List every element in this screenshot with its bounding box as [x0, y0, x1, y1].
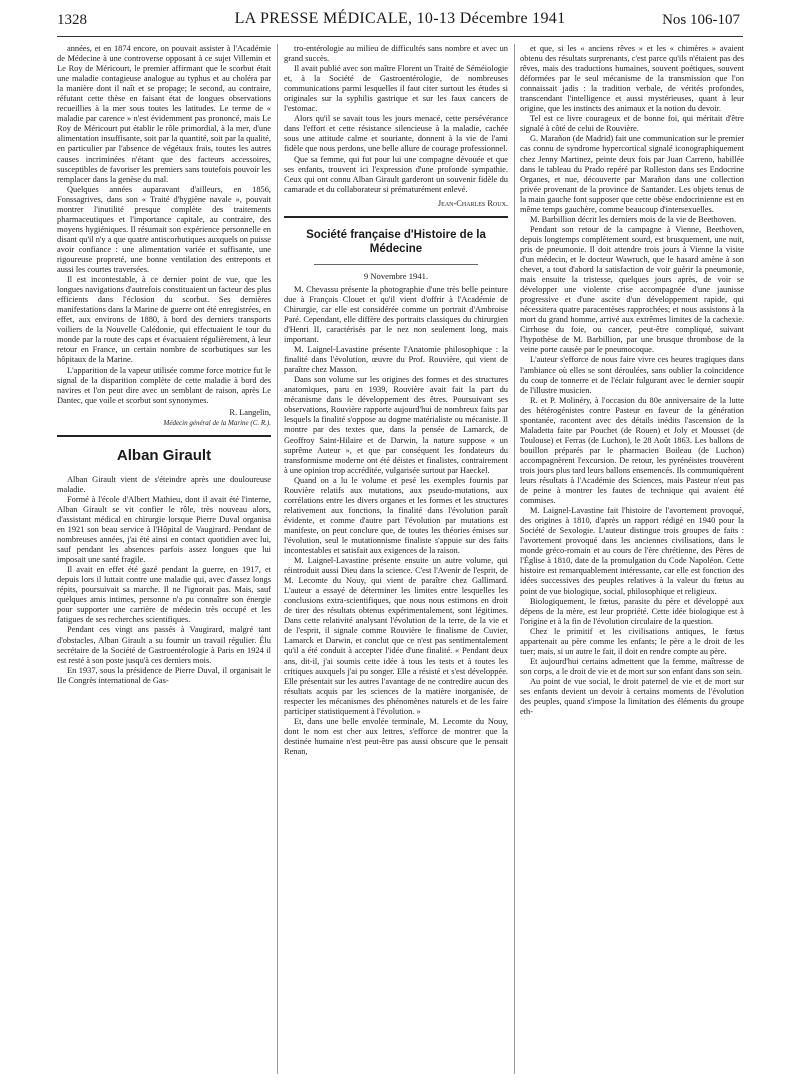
column-1 — [57, 44, 271, 1074]
header-rule — [57, 36, 743, 37]
paragraph: Biologiquement, le fœtus, parasite du père et développé aux dépens de la mère, est leur propriété. Cette idée biologique est à l'origine et à la fin de l'évolution circulaire de la question. — [520, 596, 744, 626]
paragraph: Que sa femme, qui fut pour lui une compagne dévouée et que ses enfants, trouvent ici l'expression d'une profonde sympathie. Ceux qui ont connu Alban Girault garderont un souvenir fidèle du camarade et du collaborateur si prématurément enlevé. — [284, 154, 508, 194]
paragraph: Au point de vue social, le droit paternel de vie et de mort sur ses enfants devient un devoir à certains moments de l'évolution des peuples, quand s'impose la limitation des éléments du groupe eth- — [520, 676, 744, 717]
paragraph: Dans son volume sur les origines des formes et des structures anatomiques, paru en 1939, Rouvière avait fait la part du mécanisme dans le développement des êtres. Poursuivant ses observations, Rouvière rapporte aujourd'hui de nombreux faits par lesquels la finalité s'oppose au dogme matérialiste ou mécaniste. Il montre par des textes que, dans la pensée de Lamarck, de Geoffroy Saint-Hilaire et de Darwin, la nature suppose « un suprême Auteur », et que par conséquent les fondateurs du transformisme moderne ont été déistes et finalistes, contrairement à une opinion trop accréditée, vulgarisée surtout par Haeckel. — [284, 375, 508, 475]
paragraph: Il avait publié avec son maître Florent un Traité de Séméiologie et, à la Société de Gastroentérologie, de nombreuses communications parmi lesquelles il faut citer surtout les études si originales sur la syphilis gastrique et sur les faux cancers de l'estomac. — [284, 64, 508, 114]
column-3 — [520, 44, 744, 1074]
paragraph: M. Barbillion décrit les derniers mois de la vie de Beethoven. — [530, 214, 737, 224]
paragraph: M. Laignel-Lavastine présente l'Anatomie philosophique : la finalité dans l'évolution, œuvre du Prof. Rouvière, qui vient de paraître chez Masson. — [284, 345, 508, 375]
session-date: 9 Novembre 1941. — [363, 270, 429, 281]
journal-title: LA PRESSE MÉDICALE, 10-13 Décembre 1941 — [234, 10, 566, 27]
paragraph: G. Marañon (de Madrid) fait une communication sur le premier cas connu de syndrome hypercortical signalé iconographiquement chez Jenny Martinez, peinte deux fois par Juan Carreno, habillée dans le tableau du Prado repéré par Rolleston dans ses Endocrine Organes, et nue, découverte par Marañon dans une collection privée provenant de la province de Santander. Les objets tenus de la main gauche font supposer que cette obèse endocrinienne est en même temps gauchère, comme beaucoup d'intersexuelles. — [520, 134, 744, 214]
paragraph: En 1937, sous la présidence de Pierre Duval, il organisait le IIe Congrès international de Gas- — [57, 665, 271, 685]
paragraph: Alban Girault vient de s'éteindre après une douloureuse maladie. — [57, 474, 271, 494]
page-header — [0, 0, 800, 40]
paragraph: Pendant son retour de la campagne à Vienne, Beethoven, depuis longtemps complètement sourd, est brusquement, une nuit, pris de pneumonie. Il doit attendre trois jours à Vienne la visite d'un médecin, et le docteur Wawruch, que le hasard amène à son chevet, a tout d'abord la satisfaction de voir guérir la pneumonie, mais ensuite la tristesse, quelques jours après, de voir se développer une violente crise accompagnée d'une jaunisse progressive et d'une ascite d'un développement rapide, qui nécessitera quatre paracentèses rapprochées; et nous assistons à la mort du grand homme, arrivé aux extrêmes limites de la cachexie. Cirrhose du foie, ou cancer, peut-être compliqué, suivant l'hypothèse de M. Barbillion, par une brusque thrombose de la veine porte causée par le pneumocoque. — [520, 224, 744, 355]
obituary-title: Alban Girault — [116, 446, 212, 464]
paragraph: M. Laignel-Lavastine présente ensuite un autre volume, qui réintroduit aussi Dieu dans la science. C'est l'Avenir de l'esprit, de M. Lecomte du Nouy, qui vient de paraître chez Gallimard. L'auteur a essayé de déterminer les limites entre lesquelles les conclusions extra-scientifiques, que nous nous estimons en droit de tirer des résultats obtenus expérimentalement, sont légitimes. Dans cette relativité analysant l'évolution de la terre, de la vie et de l'esprit, il signale comme Rouvière le finalisme de Cuvier, Lamarck et Darwin, et conclut que ce n'est pas sentimentalement qu'il a été conduit à accepter l'idée d'une finalité. « Pendant deux ans, dit-il, j'ai soumis cette idée à tous les tests et à toutes les critiques auxquels j'ai pu songer. Elle a résisté et s'est développée. Elle présentait sur les autres l'avantage de ne contredire aucun des résultats acquis par les sciences de la matière inorganisée, de respecter les mécanismes des phénomènes naturels et de les faire participer statistiquement à l'évolution. » — [284, 556, 508, 716]
paragraph: Il avait en effet été gazé pendant la guerre, en 1917, et depuis lors il luttait contre une maladie qui, avec d'assez longs répits, poursuivait sa marche. Il ne l'ignorait pas. Mais, sauf quelques amis intimes, personne n'a pu connaître son énergie pour supporter une carrière de médecin très occupé et les fatigues de ses recherches scientifiques. — [57, 565, 271, 625]
page-number: 1328 — [57, 12, 87, 28]
paragraph: L'apparition de la vapeur utilisée comme force motrice fut le signal de la disparition complète de cette maladie à bord des navires et l'on peut dire avec un semblant de raison, après Le Dantec, que voile et scorbut sont synonymes. — [57, 365, 271, 405]
section-rule — [57, 435, 271, 437]
column-divider — [277, 44, 278, 1074]
paragraph: Quand on a lu le volume et pesé les exemples fournis par Rouvière relatifs aux mutations, aux pseudo-mutations, aux corrélations entre les divers organes et les formes et les structures relativement aux fonctions, la finalité dans l'évolution paraît évidente, et comme d'autre part l'évolution par mutations est manifeste, on peut conclure que, de toutes les théories émises sur l'évolution, seul le mutationnisme finaliste s'appuie sur des faits incontestables et satisfait aux exigences de la raison. — [284, 475, 508, 556]
title-rule — [314, 264, 478, 265]
signature: Jean-Charles Roux. — [437, 198, 508, 208]
column-divider — [514, 44, 515, 1074]
paragraph: et que, si les « anciens rêves » et les « chimères » avaient obtenu des résultats surprenants, c'est parce qu'ils n'étaient pas des rêves, mais des traductions humaines, souvent poétiques, souvent déformées par le seul mécanisme de la transmission que l'on connaissait jadis : la tradition verbale, de vérités profondes, transcendant l'intelligence et aussi mystérieuses, quant à leur origine, que les instincts des animaux et la notion du devoir. — [520, 44, 744, 114]
paragraph: Pendant ces vingt ans passés à Vaugirard, malgré tant d'obstacles, Alban Girault a su fournir un travail régulier. Élu secrétaire de la Société de Gastroentérologie à Paris en 1924 il est resté à son poste jusqu'à ces derniers mois. — [57, 625, 271, 665]
paragraph: Quelques années auparavant d'ailleurs, en 1856, Fonssagrives, dans son « Traité d'hygiène navale », pouvait montrer l'inutilité presque complète des traitements pharmaceutiques et l'importance capitale, au contraire, des moyens hygiéniques. Il résumait son expérience personnelle en disant qu'il n'y a que quatre antiscorbutiques auxquels on puisse avoir confiance : une alimentation variée et suffisante, une rigoureuse propreté, une bonne ventilation des entreponts et aussi les courtes traversées. — [57, 184, 271, 275]
paragraph: Tel est ce livre courageux et de bonne foi, qui méritait d'être signalé à côté de celui de Rouvière. — [520, 114, 744, 134]
paragraph: Et aujourd'hui certains admettent que la femme, maîtresse de son corps, a le droit de vie et de mort sur son enfant dans son sein. — [520, 656, 744, 676]
paragraph: années, et en 1874 encore, on pouvait assister à l'Académie de Médecine à une controverse opposant à ce sujet Villemin et Le Roy de Méricourt, le premier affirmant que le scorbut était une maladie contagieuse analogue au typhus et au choléra par la manière dont il naît et se propage; le second, au contraire, réfutant cette thèse en faisant état de longues observations recueillies à la mer sous toutes les latitudes. Le terme de « maladie par carence » n'est évidemment pas prononcé, mais Le Roy de Méricourt put établir le rôle primordial, à la mer, d'une alimentation insuffisante, soit par la quantité, soit par la qualité, en particulier par l'absence de végétaux frais, toutes les autres causes incriminées n'étant que des facteurs accessoires, susceptibles de favoriser les premiers sans toutefois pouvoir les remplacer dans la genèse du mal. — [57, 44, 271, 184]
paragraph: Et, dans une belle envolée terminale, M. Lecomte du Nouy, dont le nom est cher aux lettres, s'efforce de montrer que la destinée humaine n'est peut-être pas aussi obscure que le pensait Renan, — [284, 716, 508, 756]
signature: R. Langelin, — [229, 407, 271, 417]
paragraph: L'auteur s'efforce de nous faire vivre ces heures tragiques dans l'ambiance où elles se sont déroulées, sans oublier la coïncidence du coup de tonnerre et de l'éclair fulgurant avec le dernier soupir de l'illustre musicien. — [520, 355, 744, 395]
paragraph: M. Chevassu présente la photographie d'une très belle peinture due à François Clouet et qu'il vient d'offrir à l'Académie de Chirurgie, car elle est considérée comme un portrait d'Ambroise Paré. Cependant, elle diffère des portraits classiques du chirurgien d'Henri II, caractérisés par le nez non seulement long, mais important. — [284, 284, 508, 345]
column-2 — [284, 44, 508, 1074]
paragraph: Formé à l'école d'Albert Mathieu, dont il avait été l'interne, Alban Girault se vit confier le rôle, très nouveau alors, d'assistant médical en chirurgie lorsque Pierre Duval organisa en 1921 son beau service à l'Hôpital de Vaugirard. Pendant de nombreuses années, j'ai été ainsi en contact quotidien avec lui, sauf pendant les absences parfois assez longues que lui imposait une santé fragile. — [57, 494, 271, 565]
section-rule — [284, 216, 508, 218]
paragraph: M. Laignel-Lavastine fait l'histoire de l'avortement provoqué, des origines à 1810, d'après un rapport rédigé en 1940 pour la Société de Sexologie. L'auteur distingue trois groupes de faits : l'avortement provoqué dans les anciennes civilisations, dans le monde gréco-romain et au cours de l'ère chrétienne, des Pères de l'Église à 1810, date de la promulgation du Code Napoléon. Cette histoire est remarquablement intéressante, car elle est fonction des idées successives des peuples relatives à la valeur du fœtus au point de vue biologique, social, philosophique et religieux. — [520, 506, 744, 596]
paragraph: Chez le primitif et les civilisations antiques, le fœtus appartenait au père comme les enfants; le père a le droit de les tuer; mais, si un autre le fait, il doit en rendre compte au père. — [520, 626, 744, 656]
society-title: Société française d'Histoire de la Médecine — [306, 228, 486, 255]
paragraph: Il est incontestable, à ce dernier point de vue, que les longues navigations d'autrefois constituaient un facteur des plus efficients dans l'éclosion du scorbut. Ses dernières manifestations dans la Marine de guerre ont été enregistrées, en effet, aux environs de 1880, à bord des derniers transports voiliers de la Nouvelle Calédonie, qui effectuaient le tour du monde par la route des caps et évacuaient régulièrement, à leur retour en France, un certain nombre de scorbutiques sur les hôpitaux de la Marine. — [57, 275, 271, 365]
paragraph: R. et P. Molinéry, à l'occasion du 80e anniversaire de la lutte des hétérogénistes contre Pasteur en faveur de la génération spontanée, racontent avec des détails inédits l'ascension de la Maladetta faite par Pouchet (de Rouen) et Joly et Mousset (de Toulouse) et Ferras (de Luchon), le 28 Août 1863. Les ballons de bouillon préparés par le pharmacien Boileau (de Luchon) accompagnèrent l'excursion. De retour, les pyrénéistes trouvèrent trois jours plus tard leurs ballons ensemencés. Ils communiquèrent leurs résultats à l'Académie des Sciences, mais Pasteur n'eut pas de peine à montrer les fautes de technique qui avaient été commises. — [520, 395, 744, 506]
issue-number: Nos 106-107 — [662, 12, 740, 28]
paragraph: tro-entérologie au milieu de difficultés sans nombre et avec un grand succès. — [284, 44, 508, 64]
paragraph: Alors qu'il se savait tous les jours menacé, cette persévérance dans l'effort et cette résistance silencieuse à la maladie, cachée sous une attitude calme et souriante, donnent à la vie de l'ami fidèle que nous perdons, une belle allure de courage professionnel. — [284, 114, 508, 154]
signature-title: Médecin général de la Marine (C. R.). — [163, 418, 271, 427]
